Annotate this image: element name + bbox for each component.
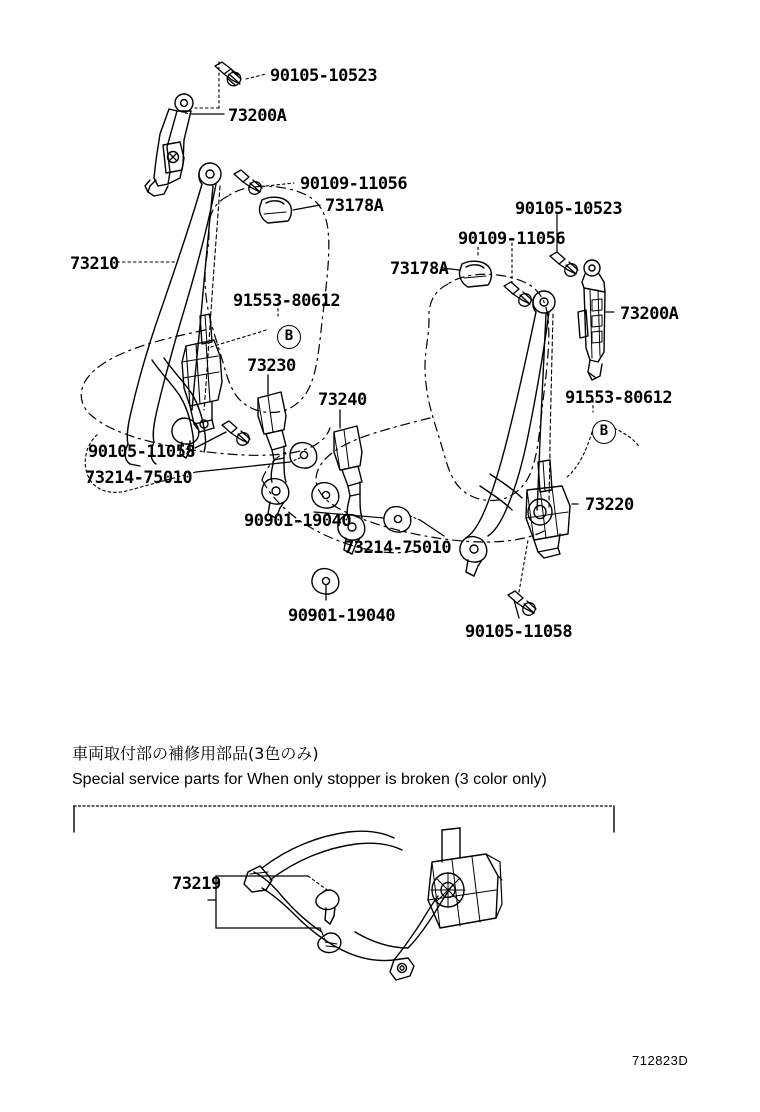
part-label-73219[interactable]: 73219: [172, 874, 221, 894]
part-label-73200A-right[interactable]: 73200A: [620, 304, 679, 324]
part-label-90105-11058-right[interactable]: 90105-11058: [465, 622, 573, 642]
reference-circle-b-left[interactable]: B: [277, 325, 301, 349]
part-label-73200A-left[interactable]: 73200A: [228, 106, 287, 126]
part-label-91553-80612-left[interactable]: 91553-80612: [233, 291, 341, 311]
part-label-73178A-left[interactable]: 73178A: [325, 196, 384, 216]
part-label-73214-75010-right[interactable]: 73214-75010: [344, 538, 452, 558]
part-label-73210[interactable]: 73210: [70, 254, 119, 274]
reference-circle-b-right[interactable]: B: [592, 420, 616, 444]
page-code: 712823D: [632, 1053, 689, 1068]
part-label-73230[interactable]: 73230: [247, 356, 296, 376]
note-english: Special service parts for When only stopper is broken (3 color only): [72, 771, 547, 788]
part-label-73220[interactable]: 73220: [585, 495, 634, 515]
part-label-90109-11056-left[interactable]: 90109-11056: [300, 174, 408, 194]
note-japanese: 車両取付部の補修用部品(3色のみ): [72, 744, 319, 763]
part-label-73240[interactable]: 73240: [318, 390, 367, 410]
part-label-90901-19040-right[interactable]: 90901-19040: [288, 606, 396, 626]
part-label-91553-80612-right[interactable]: 91553-80612: [565, 388, 673, 408]
part-label-90109-11056-right[interactable]: 90109-11056: [458, 229, 566, 249]
part-label-90105-10523-left[interactable]: 90105-10523: [270, 66, 378, 86]
part-label-90105-11058-left[interactable]: 90105-11058: [88, 442, 196, 462]
part-label-90105-10523-right[interactable]: 90105-10523: [515, 199, 623, 219]
part-label-90901-19040-left[interactable]: 90901-19040: [244, 511, 352, 531]
part-label-73214-75010-left[interactable]: 73214-75010: [85, 468, 193, 488]
part-label-73178A-right[interactable]: 73178A: [390, 259, 449, 279]
